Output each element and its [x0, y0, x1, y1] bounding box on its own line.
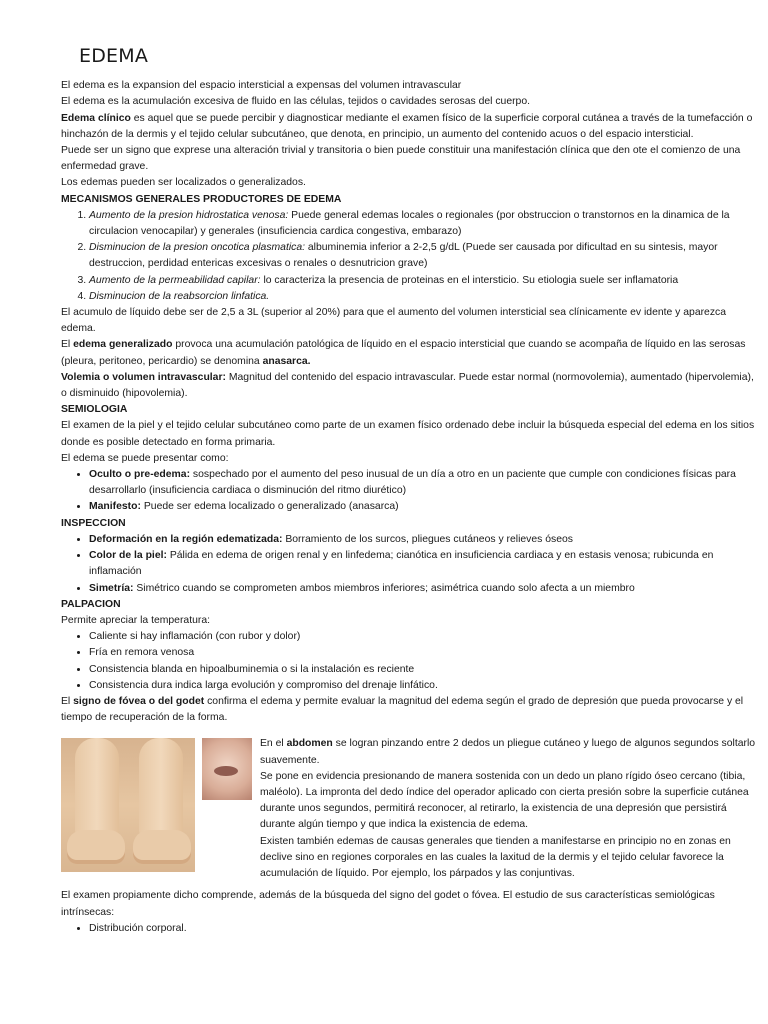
volemia-text: Magnitud del contenido del espacio intravascular. Puede estar normal (normovolemia), aumentado (hipervolemia), o disminuido (hipovolemia).: [61, 371, 754, 400]
examen-paragraph: El examen propiamente dicho comprende, además de la búsqueda del signo del godet o fóvea. El estudio de sus características semiológicas intrínsecas:: [61, 890, 715, 918]
list-item: [89, 548, 761, 580]
document-page: [61, 45, 761, 937]
semiologia-heading: SEMIOLOGIA: [61, 404, 128, 416]
mecanismo-term: Disminucion de la presion oncotica plasmatica:: [89, 242, 306, 254]
mecanismos-heading: MECANISMOS GENERALES PRODUCTORES DE EDEMA: [61, 193, 342, 205]
list-item: • Consistencia blanda en hipoalbuminemia o si la instalación es reciente: [89, 662, 761, 678]
generalizado-term: edema generalizado: [73, 339, 173, 351]
item-text: Borramiento de los surcos, pliegues cutáneos y relieves óseos: [282, 533, 573, 545]
figure-text: [260, 736, 763, 882]
list-item: • Fría en remora venosa: [89, 645, 761, 661]
item-term: Oculto o pre-edema:: [89, 469, 191, 481]
generalizado-pre: El: [61, 339, 74, 351]
item-term: Simetría:: [89, 582, 134, 594]
semiologia-p1: El examen de la piel y el tejido celular subcutáneo como parte de un examen físico ordenado debe incluir la búsqueda especial del edema en los sitios donde es posible detectado en forma primaria.: [61, 420, 755, 448]
edema-clinico-text: es aquel que se puede percibir y diagnosticar mediante el examen físico de la superficie corporal cutánea a través de la tumefacción o hinchazón de la dermis y el tejido celular subcutáneo, que denota, en principio, un aumento del contenido acuos o del espacio intersticial.: [61, 112, 753, 140]
mecanismo-text: albuminemia inferior a 2-2,5 g/dL (Puede ser causada por dificultad en su sintesis, mayor destruccion, perdidad entericas excesivas o renales o desnutricion grave): [89, 242, 718, 270]
semiologia-list: [61, 467, 761, 516]
intro-line-1: El edema es la expansion del espacio intersticial a expensas del volumen intravascular: [61, 80, 462, 92]
intro2-line-1: Puede ser un signo que exprese una alteración trivial y transitoria o bien puede constituir una manifestación clínica que den ote el comienzo de una enfermedad grave.: [61, 145, 741, 173]
left-leg-shape: [75, 738, 119, 838]
anasarca-term: anasarca.: [262, 355, 311, 367]
item-term: Deformación en la región edematizada:: [89, 533, 283, 545]
godet-term: signo de fóvea o del godet: [73, 695, 205, 707]
mecanismos-list: [61, 208, 761, 305]
item-text: Simétrico cuando se comprometen ambos miembros inferiores; asimétrica cuando solo afecta a un miembro: [133, 582, 635, 594]
list-item: • Caliente si hay inflamación (con rubor y dolor): [89, 629, 761, 645]
list-item: • Distribución corporal.: [89, 921, 761, 937]
mecanismo-term: Disminucion de la reabsorcion linfatica.: [89, 290, 270, 302]
abdomen-pre: En el: [260, 738, 287, 750]
mecanismo-item: [89, 208, 761, 240]
edema-clinico-paragraph: [61, 111, 761, 143]
generales-paragraph: Existen también edemas de causas generales que tienden a manifestarse en principio no en zonas en declive sino en regiones corporales en las cuales la laxitud de la dermis y el tejido celular favorece la acumulación de líquido. Por ejemplo, los párpados y las conjuntivas.: [260, 835, 731, 879]
abdomen-text: se logran pinzando entre 2 dedos un pliegue cutáneo y luego de algunos segundos soltarlo suavemente.: [260, 738, 756, 766]
intro-line-2: El edema es la acumulación excesiva de fluido en las células, tejidos o cavidades serosas del cuerpo.: [61, 96, 530, 108]
list-item: [89, 581, 761, 597]
left-foot-shape: [67, 830, 125, 864]
intro2-line-2: Los edemas pueden ser localizados o generalizados.: [61, 177, 306, 189]
eyelid-shape: [214, 766, 238, 776]
mecanismo-term: Aumento de la permeabilidad capilar:: [89, 274, 261, 286]
list-item: [89, 532, 761, 548]
page-title: EDEMA: [79, 45, 149, 67]
item-text: Puede ser edema localizado o generalizado (anasarca): [140, 501, 399, 513]
mecanismo-item: [89, 240, 761, 272]
mecanismo-text: lo caracteriza la presencia de proteinas en el intersticio. Su etiologia suele ser inflamatoria: [260, 274, 679, 286]
item-text: Pálida en edema de origen renal y en linfedema; cianótica en insuficiencia cardiaca y en estasis venosa; rubicunda en inflamación: [89, 550, 714, 578]
godet-text: confirma el edema y permite evaluar la magnitud del edema según el grado de depresión que pueda provocarse y el tiempo de recuperación de la forma.: [61, 695, 744, 724]
figure-section: [61, 736, 761, 888]
right-foot-shape: [133, 830, 191, 864]
examen-list: [61, 921, 761, 937]
list-item: [89, 499, 761, 515]
right-leg-shape: [139, 738, 183, 838]
volemia-paragraph: [61, 370, 761, 402]
volemia-term: Volemia o volumen intravascular:: [61, 371, 226, 383]
inspeccion-heading: INSPECCION: [61, 517, 126, 529]
mecanismo-item: [89, 289, 761, 305]
godet-pre: El: [61, 695, 74, 707]
list-item: [89, 467, 761, 499]
semiologia-p2: El edema se puede presentar como:: [61, 452, 229, 464]
list-item: • Consistencia dura indica larga evolución y compromiso del drenaje linfático.: [89, 678, 761, 694]
edema-clinico-term: Edema clínico: [61, 112, 131, 124]
mecanismo-term: Aumento de la presion hidrostatica venosa:: [89, 209, 289, 221]
generalizado-paragraph: [61, 337, 761, 369]
acumulo-paragraph: El acumulo de líquido debe ser de 2,5 a 3L (superior al 20%) para que el aumento del volumen intersticial sea clínicamente ev idente y aparezca edema.: [61, 307, 727, 335]
godet-paragraph: [61, 694, 761, 726]
eyelid-edema-photo: [202, 738, 252, 800]
palpacion-list: [61, 629, 761, 694]
generalizado-text: provoca una acumulación patológica de líquido en el espacio intersticial que cuando se acompaña de líquido en las serosas (pleura, peritoneo, pericardio) se denomina: [61, 339, 746, 367]
item-text: sospechado por el aumento del peso inusual de un día a otro en un paciente que cumple con condiciones físicas para desarrollarlo (insuficiencia cardiaca o disminución del ritmo diurético): [89, 469, 736, 497]
item-term: Color de la piel:: [89, 550, 167, 562]
abdomen-paragraph: [260, 736, 763, 768]
mecanismo-item: [89, 273, 761, 289]
palpacion-heading: PALPACION: [61, 598, 121, 610]
palpacion-intro: Permite apreciar la temperatura:: [61, 614, 210, 626]
inspeccion-list: [61, 532, 761, 597]
abdomen-term: abdomen: [286, 738, 333, 750]
mecanismo-text: Puede general edemas locales o regionales (por obstruccion o transtornos en la dinamica de la circulacion venocapilar) y generales (insuficiencia cardica congestiva, embarazo): [89, 209, 730, 238]
edema-legs-photo: [61, 738, 195, 872]
item-term: Manifesto:: [89, 501, 141, 513]
fovea-paragraph: Se pone en evidencia presionando de manera sostenida con un dedo un plano rígido óseo cercano (tibia, maléolo). La impronta del dedo índice del operador aplicado con cierta presión sobre la superficie cutánea durante unos segundos, permitirá reconocer, al retirarlo, la existencia de una depresión que persistirá durante algún tiempo y que indica la existencia de edema.: [260, 770, 749, 831]
